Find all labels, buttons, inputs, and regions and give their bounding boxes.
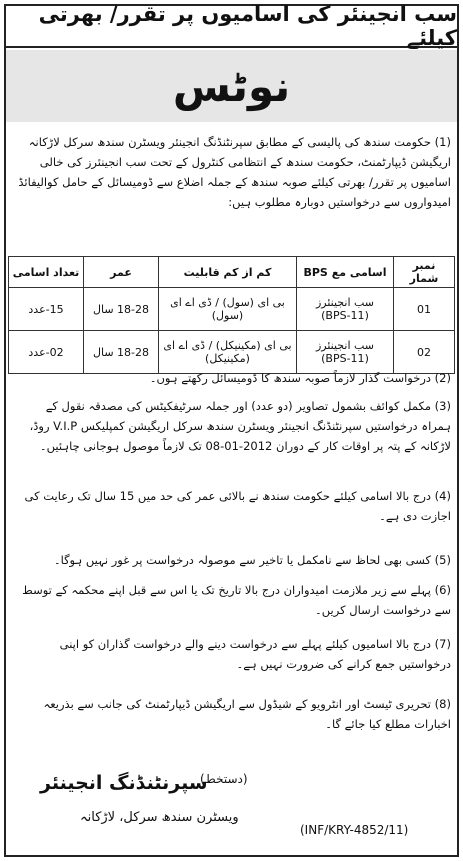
banner-title: نوٹس (172, 61, 291, 111)
point-text: مکمل کوائف بشمول تصاویر (دو عدد) اور جملہ سرٹیفکیٹس کی مصدقہ نقول کے ہمراہ درخواستیں سپرنٹنڈنگ انجینئر ویسٹرن سندھ سرکل اریگیشن کمپلیکس V.I.P روڈ، لاڑکانہ کے پتہ پر اوقات کار کے دوران 2012-01-08 تک لازماً موصول ہوجانی چاہئیں۔ (29, 399, 451, 453)
reference-number: (INF/KRY-4852/11) (300, 823, 409, 837)
row-age: 18-28 سال (84, 288, 159, 331)
table-header-row (9, 257, 455, 288)
point-text: تحریری ٹیسٹ اور انٹرویو کے شیڈول سے اریگیشن ڈیپارٹمنٹ کی جانب سے بذریعہ اخبارات مطلع کیا جائے گا۔ (43, 697, 451, 731)
point-number: (4) (434, 489, 451, 503)
point-number: (6) (434, 583, 451, 597)
point-5 (14, 550, 451, 570)
intro-number: (1) (434, 135, 451, 149)
point-2 (14, 368, 451, 388)
signature-mark: (دستخط) (200, 772, 248, 786)
point-number: (7) (434, 637, 451, 651)
signature-office: ویسٹرن سندھ سرکل، لاڑکانہ (80, 810, 239, 825)
intro-text: حکومت سندھ کی پالیسی کے مطابق سپرنٹنڈنگ انجینئر ویسٹرن سندھ سرکل لاڑکانہ اریگیشن ڈیپارٹمنٹ، حکومت سندھ کے انتظامی کنٹرول کے تحت سب انجینئرز کی خالی اسامیوں پر تقرر/ بھرتی کیلئے صوبہ سندھ کے جملہ اضلاع سے ڈومیسائل کے حامل کوالیفائڈ امیدواروں سے درخواستیں دوبارہ مطلوب ہیں: (18, 135, 451, 209)
table-row (9, 288, 455, 331)
point-number: (3) (434, 399, 451, 413)
col-qualification: کم از کم قابلیت (159, 257, 297, 288)
col-count: تعداد اسامی (9, 257, 84, 288)
point-6 (14, 580, 451, 620)
point-text: درج بالا اسامیوں کیلئے پہلے سے درخواست دینے والے درخواست گذاران کو اپنی درخواستیں جمع کرانے کی ضرورت نہیں ہے۔ (59, 637, 451, 671)
header-title: سب انجینئر کی اسامیوں پر تقرر/ بھرتی کیلئے (38, 2, 457, 50)
point-number: (2) (434, 371, 451, 385)
point-text: درخواست گذار لازماً صوبہ سندھ کا ڈومیسائل رکھتے ہوں۔ (149, 371, 432, 385)
col-sno: نمبر شمار (394, 257, 455, 288)
row-count: 15-عدد (9, 288, 84, 331)
point-number: (5) (434, 553, 451, 567)
row-count: 02-عدد (9, 331, 84, 374)
row-qualification: بی ای (مکینیکل) / ڈی اے ای (مکینیکل) (159, 331, 297, 374)
col-age: عمر (84, 257, 159, 288)
row-post-bps: (BPS-11) (321, 309, 369, 322)
row-post-title: سب انجینئرز (315, 296, 375, 309)
point-8 (14, 694, 451, 734)
point-text: درج بالا اسامی کیلئے حکومت سندھ نے بالائی عمر کی حد میں 15 سال تک رعایت کی اجازت دی ہے۔ (24, 489, 451, 523)
row-post-title: سب انجینئرز (315, 339, 375, 352)
col-post: اسامی مع BPS (297, 257, 394, 288)
point-number: (8) (434, 697, 451, 711)
row-age: 18-28 سال (84, 331, 159, 374)
row-sno: 01 (394, 288, 455, 331)
signature-title: سپرنٹنڈنگ انجینئر (40, 772, 208, 794)
row-qualification: بی ای (سول) / ڈی اے ای (سول) (159, 288, 297, 331)
point-text: کسی بھی لحاظ سے نامکمل یا تاخیر سے موصولہ درخواست پر غور نہیں ہوگا۔ (53, 553, 432, 567)
point-4 (14, 486, 451, 526)
point-text: پہلے سے زیر ملازمت امیدواران درج بالا تاریخ تک یا اس سے قبل اپنے محکمہ کے توسط سے درخواست ارسال کریں۔ (22, 583, 451, 617)
row-sno: 02 (394, 331, 455, 374)
notice-header (6, 2, 457, 50)
row-post-bps: (BPS-11) (321, 352, 369, 365)
notice-banner (6, 50, 457, 122)
point-3 (14, 396, 451, 456)
row-post (297, 288, 394, 331)
posts-table (8, 256, 455, 374)
intro-paragraph (14, 132, 451, 212)
point-7 (14, 634, 451, 674)
